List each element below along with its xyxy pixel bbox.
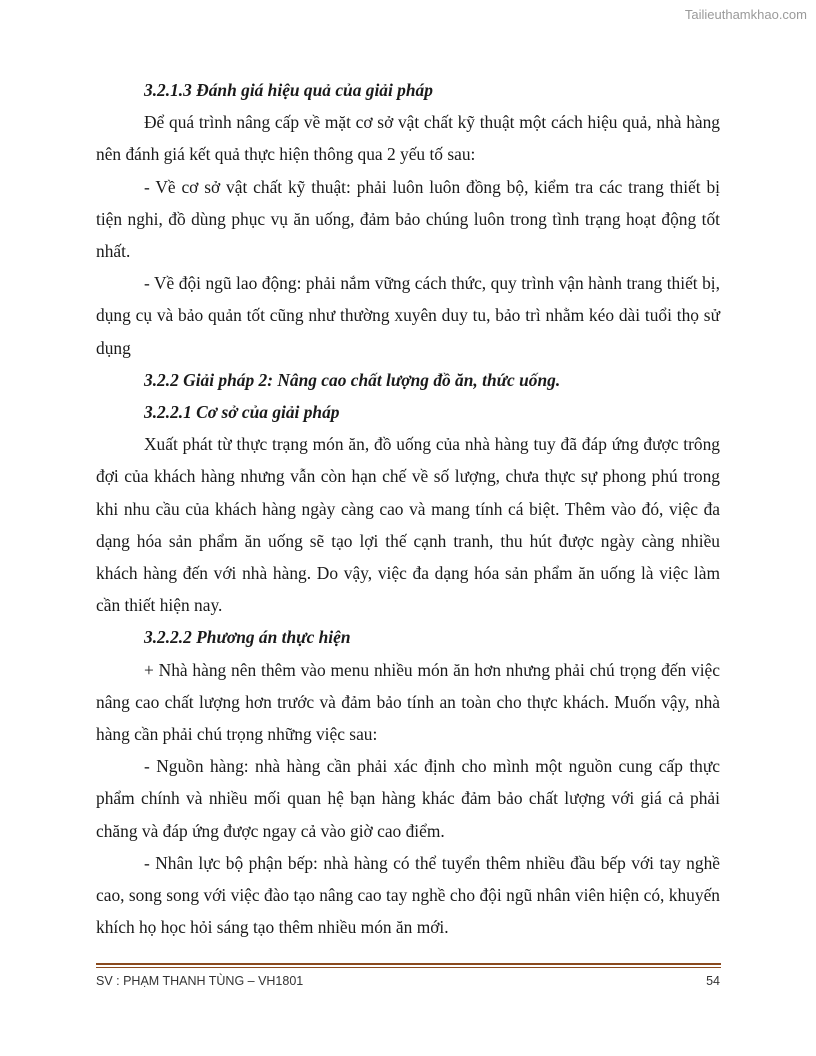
footer-divider <box>96 967 721 968</box>
watermark-text: Tailieuthamkhao.com <box>684 7 807 22</box>
document-body <box>96 74 720 943</box>
footer-divider <box>96 963 721 965</box>
heading-3-2-1-3: 3.2.1.3 Đánh giá hiệu quả của giải pháp <box>144 80 433 100</box>
paragraph: - Về đội ngũ lao động: phải nắm vững cách thức, quy trình vận hành trang thiết bị, dụng cụ và bảo quản tốt cũng như thường xuyên duy tu, bảo trì nhằm kéo dài tuổi thọ sử dụng <box>96 273 720 358</box>
heading-3-2-2-2: 3.2.2.2 Phương án thực hiện <box>144 627 351 648</box>
heading-3-2-2-1: 3.2.2.1 Cơ sở của giải pháp <box>144 402 340 423</box>
page-number: 54 <box>706 974 720 988</box>
footer-author: SV : PHẠM THANH TÙNG – VH1801 <box>96 974 304 988</box>
paragraph: + Nhà hàng nên thêm vào menu nhiều món ăn hơn nhưng phải chú trọng đến việc nâng cao chất lượng hơn trước và đảm bảo tính an toàn cho thực khách. Muốn vậy, nhà hàng cần phải chú trọng những việc sau: <box>96 659 720 745</box>
paragraph: - Nguồn hàng: nhà hàng cần phải xác định cho mình một nguồn cung cấp thực phẩm chính và nhiều mối quan hệ bạn hàng khác đảm bảo chất lượng với giá cả phải chăng và đáp ứng được ngay cả vào giờ cao điểm. <box>96 756 720 841</box>
paragraph: Xuất phát từ thực trạng món ăn, đồ uống của nhà hàng tuy đã đáp ứng được trông đợi của khách hàng nhưng vẫn còn hạn chế về số lượng, chưa thực sự phong phú trong khi nhu cầu của khách hàng ngày càng cao và mang tính cá biệt. Thêm vào đó, việc đa dạng hóa sản phẩm ăn uống sẽ tạo lợi thế cạnh tranh, thu hút được ngày càng nhiều khách hàng đến với nhà hàng. Do vậy, việc đa dạng hóa sản phẩm ăn uống là việc làm cần thiết hiện nay. <box>96 434 720 616</box>
paragraph: Để quá trình nâng cấp về mặt cơ sở vật chất kỹ thuật một cách hiệu quả, nhà hàng nên đánh giá kết quả thực hiện thông qua 2 yếu tố sau: <box>96 112 720 165</box>
paragraph: - Về cơ sở vật chất kỹ thuật: phải luôn luôn đồng bộ, kiểm tra các trang thiết bị tiện nghi, đồ dùng phục vụ ăn uống, đảm bảo chúng luôn trong tình trạng hoạt động tốt nhất. <box>96 176 720 262</box>
paragraph: - Nhân lực bộ phận bếp: nhà hàng có thể tuyển thêm nhiều đầu bếp với tay nghề cao, song song với việc đào tạo nâng cao tay nghề cho đội ngũ nhân viên hiện có, khuyến khích họ học hỏi sáng tạo thêm nhiều món ăn mới. <box>96 852 720 938</box>
heading-3-2-2: 3.2.2 Giải pháp 2: Nâng cao chất lượng đồ ăn, thức uống. <box>144 369 561 390</box>
